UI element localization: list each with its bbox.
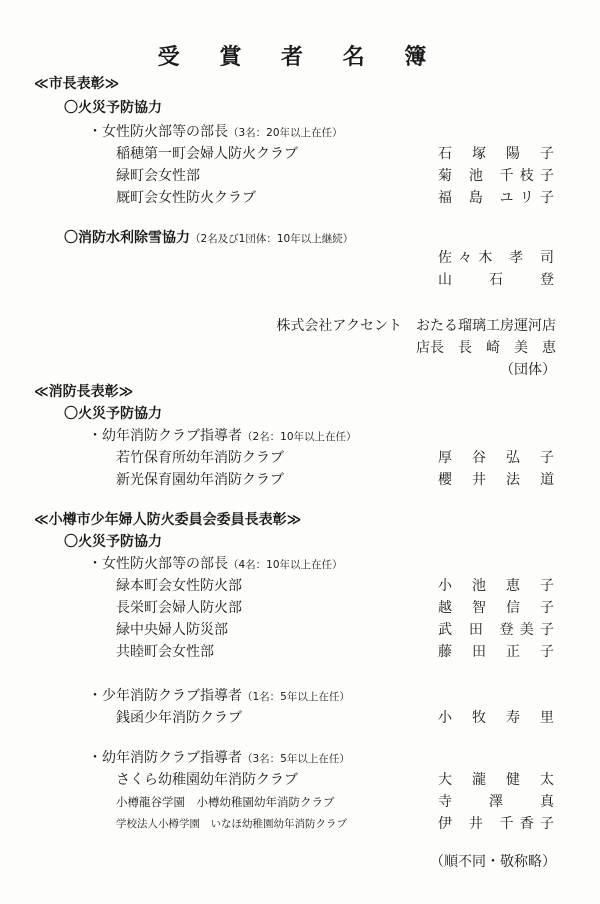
organization-name: 厩町会女性防火クラブ (116, 190, 256, 206)
organization-name: 緑中央婦人防災部 (116, 622, 228, 638)
subcategory-title: ・女性防火部等の部長 (88, 124, 228, 140)
organization-name: 緑町会女性部 (116, 168, 200, 184)
recipient-name: 佐々木 孝 司 (438, 250, 554, 266)
organization-name: さくら幼稚園幼年消防クラブ (116, 772, 298, 788)
category-title: 〇消防水利除雪協力 (64, 230, 190, 246)
organization-name: 緑本町会女性防火部 (116, 578, 242, 594)
recipient-name: 石 塚 陽 子 (438, 146, 554, 162)
subcategory-title: ・幼年消防クラブ指導者 (88, 428, 242, 444)
section-heading-mayor: ≪市長表彰≫ (34, 76, 120, 92)
subcategory-label (88, 686, 350, 707)
category-fire-prevention: 〇火災予防協力 (64, 534, 162, 550)
subcategory-title: ・幼年消防クラブ指導者 (88, 750, 242, 766)
recipient-name: 櫻 井 法 道 (438, 472, 554, 488)
subcategory-label (88, 426, 357, 447)
recipient-name: 小 牧 寿 里 (438, 710, 554, 726)
category-note: （2名及び1団体：10年以上継続） (190, 233, 354, 245)
group-tag: （団体） (500, 362, 556, 378)
recipient-name: 大 瀧 健 太 (438, 772, 554, 788)
subcategory-note: （4名：10年以上在任） (228, 559, 343, 571)
organization-name: 共睦町会女性部 (116, 644, 214, 660)
subcategory-label (88, 554, 343, 575)
subcategory-note: （3名：20年以上在任） (228, 127, 343, 139)
category-water-snow (64, 228, 353, 249)
subcategory-note: （1名：5年以上在任） (242, 691, 350, 703)
subcategory-title: ・女性防火部等の部長 (88, 556, 228, 572)
organization-name: 小樽龍谷学園 小樽幼稚園幼年消防クラブ (116, 795, 335, 809)
category-fire-prevention: 〇火災予防協力 (64, 100, 162, 116)
page-title: 受 賞 者 名 簿 (157, 45, 443, 70)
organization-name: 学校法人小樽学園 いなほ幼稚園幼年消防クラブ (116, 818, 347, 830)
company-name: 株式会社アクセント おたる瑠璃工房運河店 (276, 318, 556, 334)
recipient-name: 藤 田 正 子 (438, 644, 554, 660)
recipient-name: 武 田 登美子 (438, 622, 554, 638)
recipient-name: 厚 谷 弘 子 (438, 450, 554, 466)
recipient-name: 山 石 登 (438, 272, 554, 288)
recipient-name: 寺 澤 真 (438, 794, 554, 810)
organization-name: 稲穂第一町会婦人防火クラブ (116, 146, 298, 162)
recipient-name: 福 島 ユリ子 (438, 190, 554, 206)
recipient-name: 小 池 恵 子 (438, 578, 554, 594)
subcategory-title: ・少年消防クラブ指導者 (88, 688, 242, 704)
subcategory-note: （3名：5年以上在任） (242, 753, 350, 765)
section-heading-committee: ≪小樽市少年婦人防火委員会委員長表彰≫ (34, 512, 302, 528)
recipient-name: 越 智 信 子 (438, 600, 554, 616)
company-representative: 店長 長 崎 美 恵 (416, 340, 556, 356)
footer-note: （順不同・敬称略） (430, 854, 556, 870)
recipient-name: 菊 池 千枝子 (438, 168, 554, 184)
subcategory-label (88, 122, 343, 143)
subcategory-note: （2名：10年以上在任） (242, 431, 357, 443)
organization-name: 長栄町会婦人防火部 (116, 600, 242, 616)
organization-name: 新光保育園幼年消防クラブ (116, 472, 284, 488)
organization-name: 銭函少年消防クラブ (116, 710, 242, 726)
section-heading-fire-chief: ≪消防長表彰≫ (34, 384, 134, 400)
organization-name: 若竹保育所幼年消防クラブ (116, 450, 284, 466)
recipient-name: 伊 井 千香子 (438, 816, 554, 832)
category-fire-prevention: 〇火災予防協力 (64, 406, 162, 422)
subcategory-label (88, 748, 350, 769)
